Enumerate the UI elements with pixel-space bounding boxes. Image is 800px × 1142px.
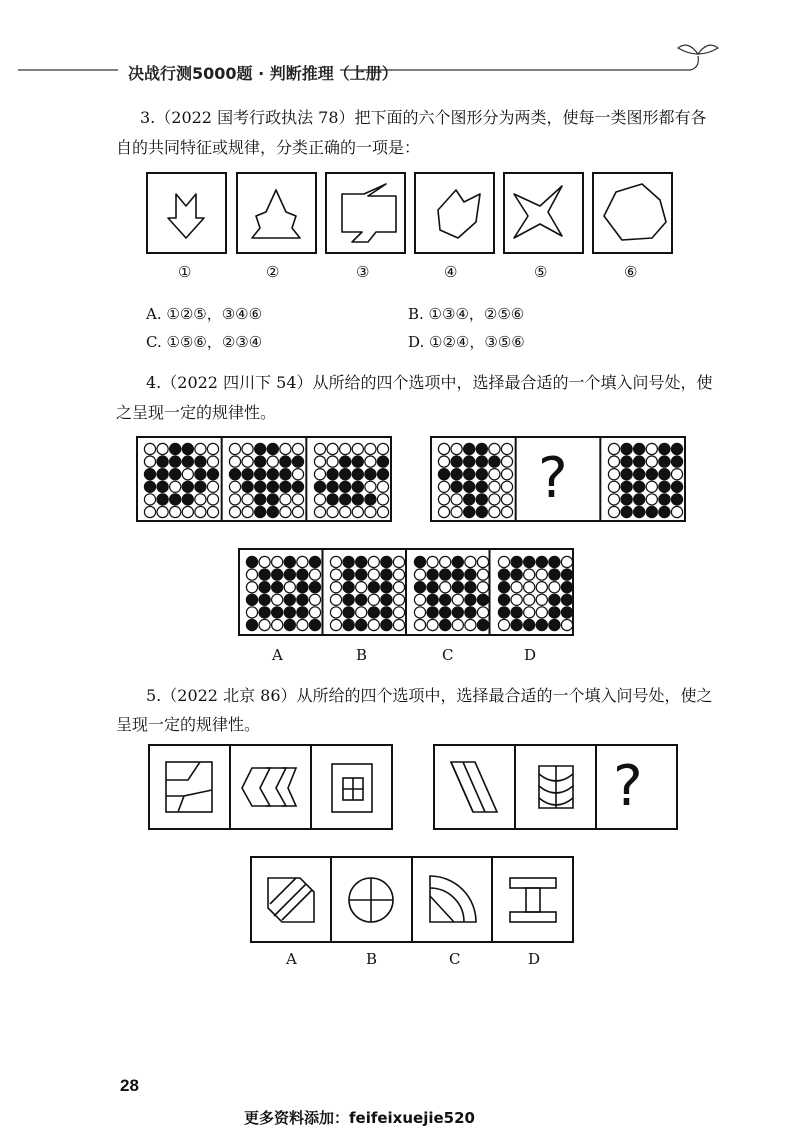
q3-label-5: ⑤ (534, 263, 548, 281)
q5-answer-c (430, 876, 476, 922)
q3-stem-line2: 自的共同特征或规律，分类正确的一项是： (116, 138, 421, 157)
q4-label-d[interactable]: D (524, 646, 537, 664)
q5-answer-b (349, 878, 393, 922)
q5-label-b[interactable]: B (366, 950, 378, 968)
q3-shape-3 (342, 184, 396, 242)
q4-answer-panel-d (498, 556, 572, 630)
q3-option-d[interactable]: D. ①②④，③⑤⑥ (408, 333, 525, 351)
q4-stem-panel-1 (144, 443, 218, 517)
q4-label-b[interactable]: B (356, 646, 368, 664)
q5-stem-figure-4 (451, 762, 497, 812)
q5-answer-group (250, 856, 575, 944)
q5-answer-a (268, 878, 314, 922)
q5-label-d[interactable]: D (528, 950, 541, 968)
page-number: 28 (120, 1076, 139, 1095)
q4-question-mark: ? (538, 446, 568, 511)
q5-label-a[interactable]: A (286, 950, 297, 968)
q5-answer-d (510, 878, 556, 922)
q4-answer-group (238, 548, 574, 636)
header-rule (0, 58, 800, 88)
q5-stem-figure-5 (539, 766, 573, 808)
q3-shape-6 (604, 184, 666, 240)
q4-stem-line2: 之呈现一定的规律性。 (116, 403, 277, 422)
q4-stem-panel-6 (608, 443, 682, 517)
q3-option-c[interactable]: C. ①⑤⑥，②③④ (146, 333, 263, 351)
q5-label-c[interactable]: C (449, 950, 461, 968)
sprout-icon (678, 45, 718, 54)
q4-answer-panel-c (414, 556, 488, 630)
q4-label-a[interactable]: A (272, 646, 283, 664)
q5-stem-group-1 (148, 744, 393, 830)
q4-label-c[interactable]: C (442, 646, 454, 664)
q3-figure-3-frame (326, 173, 405, 253)
q3-shape-1 (168, 194, 204, 238)
q3-label-3: ③ (356, 263, 370, 281)
q3-stem-line1: 3.（2022 国考行政执法 78）把下面的六个图形分为两类，使每一类图形都有各 (140, 108, 707, 127)
q3-shape-2 (252, 190, 300, 238)
q3-shape-4 (438, 190, 480, 238)
q3-figure-2-frame (237, 173, 316, 253)
q5-stem-figure-2 (242, 768, 296, 806)
q5-question-mark: ? (613, 754, 643, 819)
q3-label-4: ④ (444, 263, 458, 281)
footer-contact: 更多资料添加：feifeixuejie520 (244, 1109, 475, 1127)
q3-figure-5-frame (504, 173, 583, 253)
running-header (0, 58, 800, 88)
q3-label-2: ② (266, 263, 280, 281)
q4-stem-group-1 (136, 436, 392, 522)
q5-stem-line2: 呈现一定的规律性。 (116, 715, 261, 734)
q3-label-6: ⑥ (624, 263, 638, 281)
q4-answer-panel-a (246, 556, 320, 630)
q3-figure-4-frame (415, 173, 494, 253)
q5-stem-figure-3 (332, 764, 372, 812)
q3-shape-5 (514, 186, 562, 238)
header-title: 决战行测5000题 · 判断推理（上册） (128, 64, 398, 83)
q3-option-a[interactable]: A. ①②⑤，③④⑥ (146, 305, 263, 323)
q3-label-1: ① (178, 263, 192, 281)
q4-stem-line1: 4.（2022 四川下 54）从所给的四个选项中，选择最合适的一个填入问号处，使 (146, 373, 713, 392)
q4-stem-panel-3 (314, 443, 388, 517)
q5-stem-line1: 5.（2022 北京 86）从所给的四个选项中，选择最合适的一个填入问号处，使之 (146, 686, 713, 705)
q4-stem-panel-2 (229, 443, 303, 517)
q3-figure-row (146, 172, 681, 256)
q3-option-b[interactable]: B. ①③④，②⑤⑥ (408, 305, 525, 323)
q4-answer-panel-b (330, 556, 404, 630)
q5-stem-figure-1 (166, 762, 212, 812)
q3-figure-1-frame (147, 173, 226, 253)
q4-stem-panel-4 (438, 443, 512, 517)
